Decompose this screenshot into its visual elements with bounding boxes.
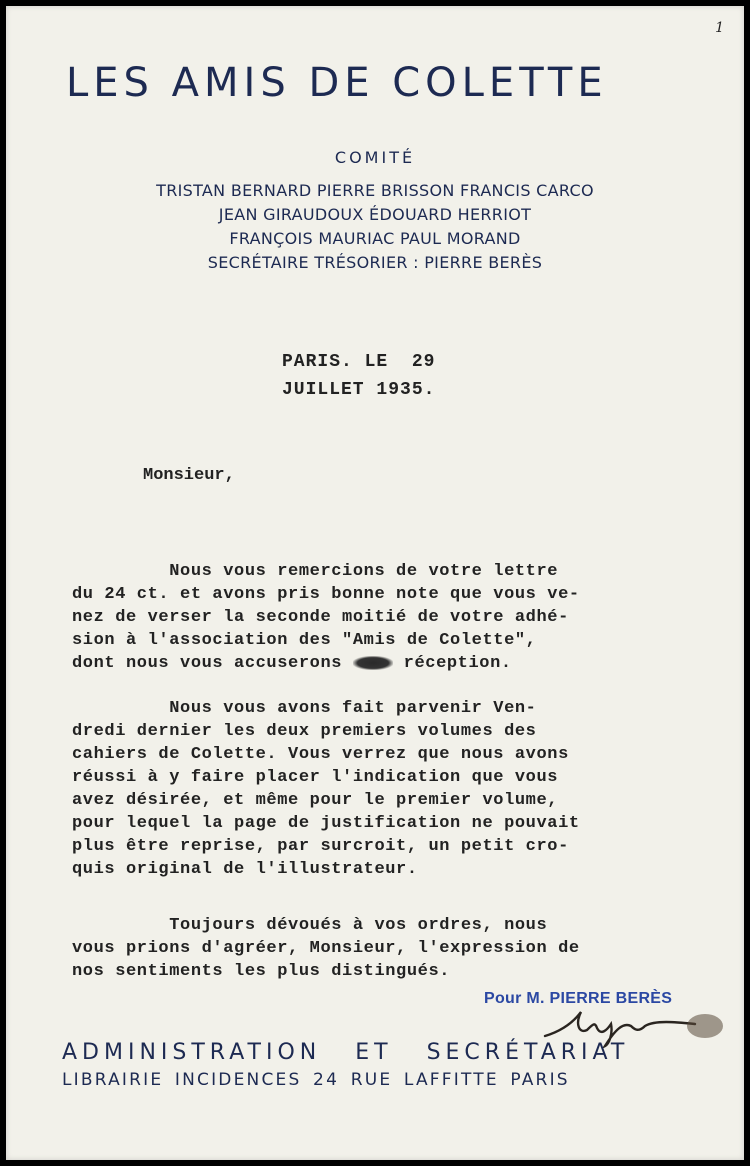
body-line: nos sentiments les plus distingués. (72, 962, 451, 981)
body-line: dredi dernier les deux premiers volumes des (72, 722, 537, 741)
letter-date (282, 348, 435, 404)
body-paragraph-2 (72, 697, 712, 881)
signature-stamp: Pour M. PIERRE BERÈS (484, 990, 673, 1007)
body-line: Nous vous avons fait parvenir Ven- (72, 699, 537, 718)
body-line-part: dont nous vous accuserons (72, 654, 343, 673)
letterhead-title: LES AMIS DE COLETTE (66, 60, 608, 106)
body-line: quis original de l'illustrateur. (72, 860, 418, 879)
body-line (72, 652, 712, 675)
body-line: réussi à y faire placer l'indication que vous (72, 768, 559, 787)
body-line: vous prions d'agréer, Monsieur, l'expression de (72, 939, 580, 958)
footer-line-2: LIBRAIRIE INCIDENCES 24 RUE LAFFITTE PARIS (62, 1070, 570, 1090)
body-line: pour lequel la page de justification ne pouvait (72, 814, 580, 833)
body-line: sion à l'association des "Amis de Colette", (72, 631, 537, 650)
body-line: nez de verser la seconde moitié de votre adhé- (72, 608, 569, 627)
body-line: Toujours dévoués à vos ordres, nous (72, 916, 548, 935)
body-paragraph-1 (72, 560, 712, 675)
committee-line: JEAN GIRAUDOUX ÉDOUARD HERRIOT (218, 205, 532, 224)
date-line-2: JUILLET 1935. (282, 380, 436, 400)
body-line-part: réception. (392, 654, 512, 673)
page-number: 1 (715, 20, 724, 36)
committee-line: FRANÇOIS MAURIAC PAUL MORAND (229, 229, 521, 248)
committee-line: SECRÉTAIRE TRÉSORIER : PIERRE BERÈS (207, 253, 543, 272)
committee-block (0, 148, 750, 275)
committee-line: TRISTAN BERNARD PIERRE BRISSON FRANCIS CARCO (156, 181, 594, 200)
body-line: avez désirée, et même pour le premier volume, (72, 791, 559, 810)
body-paragraph-3 (72, 914, 712, 983)
body-line: du 24 ct. et avons pris bonne note que vous ve- (72, 585, 580, 604)
body-line: plus être reprise, par surcroit, un petit cro- (72, 837, 569, 856)
footer-line-1: ADMINISTRATION ET SECRÉTARIAT (62, 1040, 630, 1065)
salutation: Monsieur, (143, 466, 235, 485)
ink-blot (353, 656, 393, 670)
body-line: Nous vous remercions de votre lettre (72, 562, 559, 581)
date-line-1: PARIS. LE 29 (282, 352, 436, 372)
committee-heading: COMITÉ (334, 148, 416, 167)
body-line: cahiers de Colette. Vous verrez que nous avons (72, 745, 569, 764)
